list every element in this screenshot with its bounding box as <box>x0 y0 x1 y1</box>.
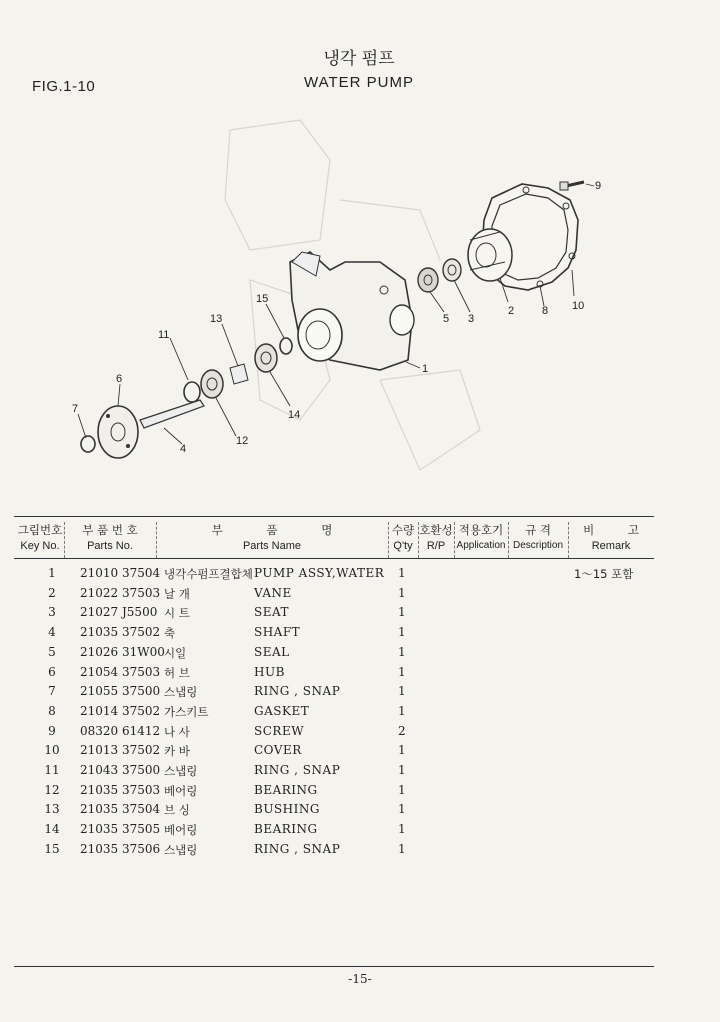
shaft-stack <box>184 338 292 402</box>
callout-15: 15 <box>256 293 269 305</box>
figure-label: FIG.1-10 <box>32 78 96 95</box>
table-top-rule <box>14 516 654 517</box>
table-row: 15 21035 37506 스냅링 RING , SNAP 1 <box>44 841 406 857</box>
pump-body <box>290 252 414 370</box>
table-row: 6 21054 37503 허 브 HUB 1 <box>48 664 406 680</box>
table-row: 4 21035 37502 축 SHAFT 1 <box>48 625 406 641</box>
table-row: 12 21035 37503 베어링 BEARING 1 <box>44 782 406 798</box>
table-row: 3 21027 J5500 시 트 SEAT 1 <box>48 605 406 621</box>
table-row: 13 21035 37504 브 싱 BUSHING 1 <box>44 802 406 818</box>
table-row: 2 21022 37503 날 개 VANE 1 <box>48 585 406 601</box>
callout-9: 9 <box>595 180 602 192</box>
callout-4: 4 <box>180 443 187 455</box>
table-row: 10 21013 37502 카 바 COVER 1 <box>44 743 406 759</box>
callout-2: 2 <box>508 305 515 317</box>
table-bottom-rule <box>14 966 654 967</box>
callout-7: 7 <box>72 403 79 415</box>
table-row: 8 21014 37502 가스키트 GASKET 1 <box>48 703 406 719</box>
table-row: 11 21043 37500 스냅링 RING , SNAP 1 <box>44 763 406 778</box>
callout-13: 13 <box>210 313 223 325</box>
table-row: 9 08320 61412 나 사 SCREW 2 <box>48 723 406 739</box>
exploded-parts-diagram <box>0 0 720 500</box>
callout-6: 6 <box>116 373 123 385</box>
seat-and-seal <box>418 259 461 292</box>
callout-1: 1 <box>422 363 429 375</box>
table-row: 7 21055 37500 스냅링 RING , SNAP 1 <box>48 684 406 700</box>
table-row: 1 21010 37504 냉각수펌프결합체 PUMP ASSY,WATER 1 1～15 포함 <box>48 566 634 581</box>
callout-3: 3 <box>468 313 475 325</box>
table-row: 5 21026 31W00 시일 SEAL 1 <box>48 644 406 660</box>
callout-8: 8 <box>542 305 549 317</box>
page-title-english: WATER PUMP <box>304 74 414 91</box>
table-row: 14 21035 37505 베어링 BEARING 1 <box>44 822 406 838</box>
callout-14: 14 <box>288 409 301 421</box>
page-title-korean: 냉각 펌프 <box>323 49 395 69</box>
callout-12: 12 <box>236 435 249 447</box>
callout-10: 10 <box>572 300 585 312</box>
vane <box>468 229 512 281</box>
callout-5: 5 <box>443 313 450 325</box>
table-header-rule <box>14 558 654 559</box>
callout-11: 11 <box>158 329 170 341</box>
page-number: -15- <box>348 972 372 986</box>
